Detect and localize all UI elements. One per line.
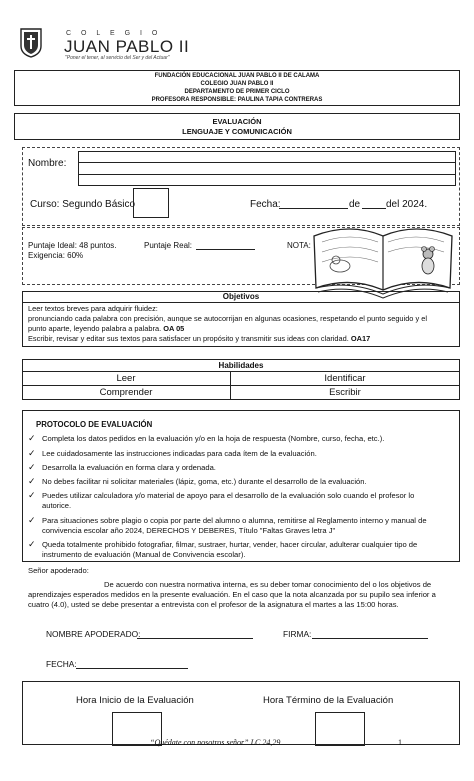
puntaje-real-field[interactable] bbox=[196, 249, 255, 250]
objetivos-line-2a: pronunciando cada palabra con precisión, aunque se autocorrijan en algunas ocasiones, respetando el punto seguido y el bbox=[28, 314, 427, 323]
checkmark-icon: ✓ bbox=[28, 515, 36, 525]
habilidad-leer: Leer bbox=[116, 373, 136, 384]
objetivos-divider bbox=[22, 302, 460, 303]
date-label: Fecha: bbox=[250, 199, 281, 210]
footer-quote: “Quédate con nosotros señor” LC 24,29 bbox=[150, 738, 281, 747]
protocolo-title: PROTOCOLO DE EVALUACIÓN bbox=[36, 420, 153, 429]
name-field-divider-2 bbox=[78, 174, 456, 175]
course-label: Curso: Segundo Básico bbox=[30, 199, 136, 210]
hora-termino-box[interactable] bbox=[315, 712, 365, 746]
hora-inicio-label: Hora Inicio de la Evaluación bbox=[76, 695, 194, 706]
objetivos-line-2b bbox=[28, 324, 184, 333]
habilidades-divider-2 bbox=[22, 385, 460, 386]
checkmark-icon: ✓ bbox=[28, 490, 36, 500]
apoderado-paragraph-2: aprendizajes esperados medidos en la presente evaluación. En el caso que la nota alcanzada por su pupilo sea inferior a bbox=[28, 590, 436, 599]
firma-field[interactable] bbox=[312, 638, 428, 639]
habilidad-comprender: Comprender bbox=[99, 387, 153, 398]
name-field-divider-1 bbox=[78, 162, 456, 163]
colegio-label: C O L E G I O bbox=[66, 30, 162, 37]
evaluation-subject: LENGUAJE Y COMUNICACIÓN bbox=[182, 127, 292, 136]
institution-line-2: COLEGIO JUAN PABLO II bbox=[200, 81, 274, 87]
checkmark-icon: ✓ bbox=[28, 476, 36, 486]
fecha-apoderado-label: FECHA: bbox=[46, 659, 77, 669]
page-number: 1 bbox=[398, 738, 402, 747]
institution-line-3: DEPARTAMENTO DE PRIMER CICLO bbox=[184, 89, 290, 95]
nombre-apoderado-field[interactable] bbox=[137, 638, 253, 639]
firma-label: FIRMA: bbox=[283, 629, 312, 639]
school-name: JUAN PABLO II bbox=[64, 37, 190, 56]
exigencia: Exigencia: 60% bbox=[28, 251, 84, 260]
nombre-apoderado-label: NOMBRE APODERADO: bbox=[46, 629, 141, 639]
times-box bbox=[22, 681, 460, 745]
apoderado-paragraph-3: cuatro (4.0), usted se debe presentar a entrevista con el profesor de la asignatura el martes a las 15:00 horas. bbox=[28, 600, 399, 609]
habilidad-escribir: Escribir bbox=[329, 387, 361, 398]
checkmark-icon: ✓ bbox=[28, 448, 36, 458]
objetivos-code-oa05: OA 05 bbox=[163, 324, 185, 333]
checkmark-icon: ✓ bbox=[28, 539, 36, 549]
nota-label: NOTA: bbox=[287, 241, 311, 250]
name-label: Nombre: bbox=[28, 158, 67, 169]
institution-line-4: PROFESORA RESPONSIBLE: PAULINA TAPIA CONTRERAS bbox=[151, 97, 323, 103]
shield-icon bbox=[20, 28, 42, 58]
school-logo bbox=[20, 28, 42, 58]
puntaje-real-label: Puntaje Real: bbox=[144, 241, 193, 250]
apoderado-greeting: Señor apoderado: bbox=[28, 566, 89, 575]
objetivos-line-1: Leer textos breves para adquirir fluidez: bbox=[28, 304, 158, 313]
objetivos-code-oa17: OA17 bbox=[350, 334, 371, 343]
puntaje-ideal: Puntaje Ideal: 48 puntos. bbox=[28, 241, 117, 250]
habilidades-divider-1 bbox=[22, 371, 460, 372]
school-motto: "Poner el tener, al servicio del Ser y del Actuar" bbox=[65, 55, 170, 61]
name-field[interactable] bbox=[78, 151, 456, 186]
habilidades-title: Habilidades bbox=[218, 361, 264, 370]
habilidad-identificar: Identificar bbox=[324, 373, 366, 384]
hora-termino-label: Hora Término de la Evaluación bbox=[263, 695, 394, 706]
date-month-field[interactable] bbox=[362, 208, 386, 209]
evaluation-title: EVALUACIÓN bbox=[212, 117, 262, 126]
date-day-field[interactable] bbox=[279, 208, 348, 209]
objetivos-title: Objetivos bbox=[222, 292, 260, 301]
checkmark-icon: ✓ bbox=[28, 433, 36, 443]
objetivos-line-2b-text: punto aparte, leyendo palabra a palabra. bbox=[28, 324, 162, 333]
apoderado-paragraph-1: De acuerdo con nuestra normativa interna, es su deber tomar conocimiento del o los objetivos de bbox=[104, 580, 432, 589]
date-de-label: de bbox=[349, 199, 361, 210]
checkmark-icon: ✓ bbox=[28, 462, 36, 472]
objetivos-line-3-text: Escribir, revisar y editar sus textos para satisfacer un propósito y transmitir sus ideas con claridad. bbox=[28, 334, 349, 343]
objetivos-line-3 bbox=[28, 334, 370, 343]
course-box[interactable] bbox=[133, 188, 169, 218]
date-year-label: del 2024. bbox=[386, 199, 428, 210]
fecha-apoderado-field[interactable] bbox=[76, 668, 188, 669]
institution-line-1: FUNDACIÓN EDUCACIONAL JUAN PABLO II DE CALAMA bbox=[154, 73, 320, 79]
